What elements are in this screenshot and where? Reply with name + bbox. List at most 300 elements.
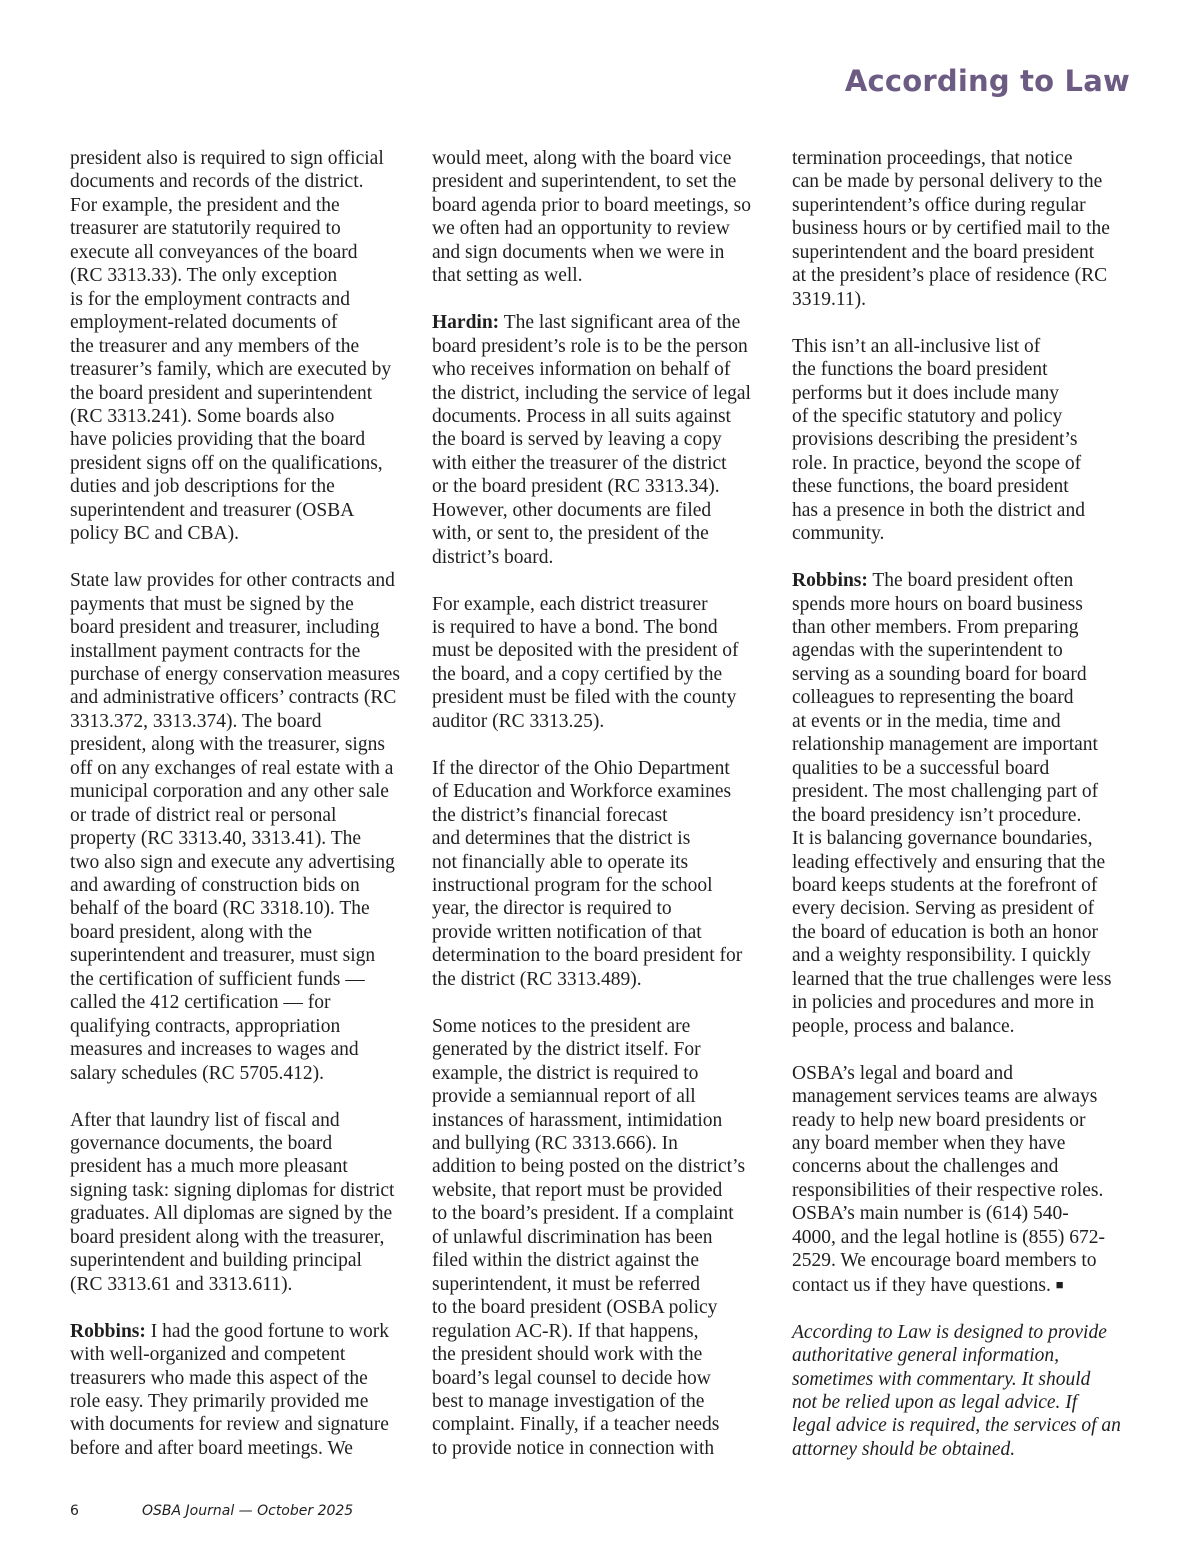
text-line: [432, 335, 777, 358]
text-line: [792, 851, 1137, 874]
text-line: [70, 170, 415, 193]
line-text: If the director of the Ohio Department: [432, 757, 730, 779]
line-text: State law provides for other contracts and: [70, 570, 395, 592]
line-text: the president should work with the: [432, 1344, 703, 1366]
text-line: [432, 475, 777, 498]
text-line: [432, 639, 777, 662]
line-text: at the president’s place of residence (RC: [792, 265, 1108, 287]
text-line: [70, 593, 415, 616]
line-text: superintendent’s office during regular: [792, 194, 1086, 216]
line-text: ready to help new board presidents or: [792, 1109, 1086, 1131]
line-text: addition to being posted on the district’s: [432, 1156, 746, 1178]
line-text: For example, each district treasurer: [432, 593, 708, 615]
text-line: [792, 194, 1137, 217]
disclaimer-line: sometimes with commentary. It should: [792, 1368, 1091, 1390]
line-text: relationship management are important: [792, 734, 1098, 756]
text-line: [792, 382, 1137, 405]
line-text: superintendent and the board president: [792, 241, 1095, 263]
text-line: [432, 897, 777, 920]
line-text: superintendent, it must be referred: [432, 1273, 701, 1295]
text-line: [432, 1413, 777, 1436]
text-line: [432, 1015, 777, 1038]
line-text: than other members. From preparing: [792, 617, 1079, 639]
line-text: have policies providing that the board: [70, 429, 366, 451]
line-text: president, along with the treasurer, signs: [70, 734, 385, 756]
text-line: [70, 686, 415, 709]
article-column-3: [792, 147, 1137, 1485]
text-line: [432, 241, 777, 264]
line-text: salary schedules (RC 5705.412).: [70, 1062, 324, 1084]
text-line: [792, 569, 1137, 592]
line-text: has a presence in both the district and: [792, 499, 1085, 521]
line-text: OSBA’s legal and board and: [792, 1062, 1013, 1084]
line-text: 4000, and the legal hotline is (855) 672-: [792, 1226, 1106, 1248]
line-text: I had the good fortune to work: [145, 1320, 390, 1342]
text-line: [70, 663, 415, 686]
line-text: execute all conveyances of the board: [70, 241, 358, 263]
line-text: the certification of sufficient funds —: [70, 968, 365, 990]
line-text: the board of education is both an honor: [792, 921, 1098, 943]
text-line: [432, 1320, 777, 1343]
text-line: [70, 569, 415, 592]
line-text: not financially able to operate its: [432, 851, 689, 873]
text-line: [792, 358, 1137, 381]
text-line: [432, 1085, 777, 1108]
text-line: [432, 686, 777, 709]
line-text: responsibilities of their respective roles.: [792, 1179, 1104, 1201]
text-line: [792, 241, 1137, 264]
text-line: [792, 991, 1137, 1014]
section-title: According to Law: [844, 64, 1130, 98]
text-line: [792, 288, 1137, 311]
disclaimer-line: authoritative general information,: [792, 1345, 1060, 1367]
line-text: spends more hours on board business: [792, 593, 1083, 615]
line-text: the board, and a copy certified by the: [432, 663, 723, 685]
text-line: [432, 546, 777, 569]
line-text: board’s legal counsel to decide how: [432, 1367, 711, 1389]
text-line: [432, 1202, 777, 1225]
line-text: off on any exchanges of real estate with a: [70, 757, 394, 779]
line-text: 3319.11).: [792, 288, 867, 310]
text-line: [70, 1343, 415, 1366]
page-footer: [70, 1503, 353, 1519]
line-text: the board is served by leaving a copy: [432, 429, 722, 451]
text-line: [792, 686, 1137, 709]
line-text: board president along with the treasurer,: [70, 1226, 385, 1248]
text-line: [70, 921, 415, 944]
line-text: This isn’t an all-inclusive list of: [792, 335, 1041, 357]
line-text: Some notices to the president are: [432, 1015, 691, 1037]
text-line: [432, 1273, 777, 1296]
line-text: we often had an opportunity to review: [432, 218, 730, 240]
text-line: [70, 1062, 415, 1085]
text-line: [70, 804, 415, 827]
line-text: board agenda prior to board meetings, so: [432, 194, 751, 216]
line-text: board president and treasurer, including: [70, 617, 380, 639]
line-text: duties and job descriptions for the: [70, 476, 335, 498]
text-line: [792, 921, 1137, 944]
text-line: [70, 1038, 415, 1061]
line-text: the district, including the service of legal: [432, 382, 751, 404]
line-text: board president’s role is to be the person: [432, 335, 748, 357]
line-text: termination proceedings, that notice: [792, 148, 1073, 169]
text-line: [432, 1296, 777, 1319]
text-line: [792, 757, 1137, 780]
line-text: to provide notice in connection with: [432, 1437, 715, 1459]
line-text: the district’s financial forecast: [432, 804, 668, 826]
line-text: learned that the true challenges were less: [792, 968, 1112, 990]
line-text: However, other documents are filed: [432, 499, 712, 521]
line-text: president. The most challenging part of: [792, 781, 1099, 803]
text-line: [792, 405, 1137, 428]
line-text: provide written notification of that: [432, 921, 702, 943]
text-line: [432, 851, 777, 874]
text-line: [432, 663, 777, 686]
line-text: treasurer’s family, which are executed by: [70, 359, 392, 381]
line-text: every decision. Serving as president of: [792, 898, 1095, 920]
text-line: [70, 710, 415, 733]
line-text: treasurer are statutorily required to: [70, 218, 341, 240]
line-text: with either the treasurer of the district: [432, 452, 727, 474]
line-text: provisions describing the president’s: [792, 429, 1078, 451]
line-text: contact us if they have questions.: [792, 1274, 1051, 1296]
text-line: [432, 780, 777, 803]
line-text: district’s board.: [432, 546, 554, 568]
line-text: The last significant area of the: [499, 312, 741, 334]
text-line: [432, 264, 777, 287]
article-paragraph: [792, 569, 1137, 1038]
line-text: (RC 3313.33). The only exception: [70, 265, 338, 287]
text-line: [70, 1202, 415, 1225]
text-line: [70, 217, 415, 240]
text-line: [70, 897, 415, 920]
text-line: [432, 358, 777, 381]
line-text: management services teams are always: [792, 1086, 1098, 1108]
text-line: [792, 897, 1137, 920]
line-text: and determines that the district is: [432, 828, 691, 850]
line-text: superintendent and treasurer, must sign: [70, 945, 376, 967]
text-line: [70, 1390, 415, 1413]
text-line: [432, 757, 777, 780]
text-line: [792, 452, 1137, 475]
disclaimer-line: According to Law is designed to provide: [792, 1321, 1107, 1343]
text-line: [70, 1273, 415, 1296]
text-line: [432, 593, 777, 616]
text-line: [70, 405, 415, 428]
line-text: best to manage investigation of the: [432, 1390, 705, 1412]
line-text: documents. Process in all suits against: [432, 405, 731, 427]
text-line: [70, 757, 415, 780]
line-text: the functions the board president: [792, 359, 1048, 381]
text-line: [432, 874, 777, 897]
text-line: [70, 827, 415, 850]
text-line: [792, 733, 1137, 756]
article-paragraph: [70, 1320, 415, 1461]
line-text: must be deposited with the president of: [432, 640, 739, 662]
text-line: [792, 710, 1137, 733]
text-line: [70, 991, 415, 1014]
text-line: [432, 1155, 777, 1178]
text-line: [432, 1062, 777, 1085]
text-line: [432, 147, 777, 170]
text-line: [70, 1155, 415, 1178]
text-line: [70, 1320, 415, 1343]
text-line: [70, 968, 415, 991]
article-paragraph: [70, 147, 415, 546]
text-line: [70, 1179, 415, 1202]
line-text: qualifying contracts, appropriation: [70, 1015, 341, 1037]
line-text: year, the director is required to: [432, 898, 672, 920]
line-text: After that laundry list of fiscal and: [70, 1109, 340, 1131]
text-line: [70, 428, 415, 451]
text-line: [792, 1249, 1137, 1272]
text-line: [792, 639, 1137, 662]
speaker-label: Robbins:: [70, 1320, 146, 1342]
article-paragraph: [792, 147, 1137, 311]
line-text: performs but it does include many: [792, 382, 1059, 404]
line-text: 3313.372, 3313.374). The board: [70, 710, 322, 732]
text-line: [70, 288, 415, 311]
line-text: is required to have a bond. The bond: [432, 617, 718, 639]
text-line: [432, 405, 777, 428]
line-text: purchase of energy conservation measures: [70, 663, 400, 685]
line-text: board keeps students at the forefront of: [792, 875, 1098, 897]
article-paragraph: [432, 593, 777, 734]
text-line: [70, 264, 415, 287]
text-line: [432, 1132, 777, 1155]
disclaimer-line: not be relied upon as legal advice. If: [792, 1391, 1078, 1413]
text-line: [432, 382, 777, 405]
text-line: [70, 382, 415, 405]
text-line: [792, 663, 1137, 686]
text-line: [792, 475, 1137, 498]
line-text: qualities to be a successful board: [792, 757, 1050, 779]
text-line: [70, 241, 415, 264]
speaker-label: Hardin:: [432, 312, 500, 334]
text-line: [432, 921, 777, 944]
line-text: of the specific statutory and policy: [792, 405, 1063, 427]
line-text: regulation AC-R). If that happens,: [432, 1320, 699, 1342]
line-text: For example, the president and the: [70, 194, 340, 216]
text-line: [432, 452, 777, 475]
text-line: [792, 1202, 1137, 1225]
text-line: [792, 968, 1137, 991]
line-text: instances of harassment, intimidation: [432, 1109, 723, 1131]
text-line: [70, 311, 415, 334]
line-text: with documents for review and signature: [70, 1414, 389, 1436]
text-line: [792, 147, 1137, 170]
line-text: graduates. All diplomas are signed by the: [70, 1203, 393, 1225]
text-line: [792, 804, 1137, 827]
text-line: [70, 1132, 415, 1155]
article-paragraph: [792, 1062, 1137, 1298]
line-text: board president, along with the: [70, 921, 313, 943]
line-text: or the board president (RC 3313.34).: [432, 476, 720, 498]
line-text: president also is required to sign official: [70, 148, 384, 169]
line-text: superintendent and treasurer (OSBA: [70, 499, 355, 521]
text-line: [792, 1155, 1137, 1178]
line-text: OSBA’s main number is (614) 540-: [792, 1203, 1069, 1225]
line-text: colleagues to representing the board: [792, 687, 1074, 709]
line-text: called the 412 certification — for: [70, 992, 331, 1014]
line-text: the board presidency isn’t procedure.: [792, 804, 1082, 826]
text-line: [432, 968, 777, 991]
line-text: the district (RC 3313.489).: [432, 968, 642, 990]
article-paragraph: [70, 569, 415, 1085]
publication-line: OSBA Journal — October 2025: [142, 1503, 354, 1519]
line-text: behalf of the board (RC 3318.10). The: [70, 898, 370, 920]
text-line: [432, 522, 777, 545]
text-line: [70, 944, 415, 967]
text-line: [792, 335, 1137, 358]
text-line: [70, 1226, 415, 1249]
line-text: community.: [792, 523, 885, 545]
line-text: complaint. Finally, if a teacher needs: [432, 1414, 720, 1436]
text-line: [792, 428, 1137, 451]
line-text: to the board’s president. If a complaint: [432, 1203, 734, 1225]
line-text: measures and increases to wages and: [70, 1039, 359, 1061]
article-paragraph: [432, 1015, 777, 1461]
line-text: business hours or by certified mail to the: [792, 218, 1110, 240]
article-paragraph: [70, 1109, 415, 1297]
text-line: [70, 452, 415, 475]
line-text: signing task: signing diplomas for district: [70, 1179, 395, 1201]
end-of-article-mark: ■: [1055, 1276, 1064, 1292]
text-line: [432, 1390, 777, 1413]
line-text: role. In practice, beyond the scope of: [792, 452, 1082, 474]
speaker-label: Robbins:: [792, 570, 868, 592]
article-column-1: [70, 147, 415, 1484]
line-text: with, or sent to, the president of the: [432, 523, 709, 545]
line-text: to the board president (OSBA policy: [432, 1297, 718, 1319]
article-column-2: [432, 147, 777, 1484]
line-text: policy BC and CBA).: [70, 523, 239, 545]
line-text: would meet, along with the board vice: [432, 148, 732, 169]
article-paragraph: [792, 335, 1137, 546]
text-line: [70, 1437, 415, 1460]
text-line: [792, 499, 1137, 522]
disclaimer-line: legal advice is required, the services of an: [792, 1415, 1121, 1437]
text-line: [792, 170, 1137, 193]
line-text: the treasurer and any members of the: [70, 335, 360, 357]
text-line: [792, 944, 1137, 967]
text-line: [70, 335, 415, 358]
line-text: example, the district is required to: [432, 1062, 699, 1084]
text-line: [70, 1015, 415, 1038]
text-line: [70, 522, 415, 545]
text-line: [792, 593, 1137, 616]
text-line: [792, 1179, 1137, 1202]
line-text: governance documents, the board: [70, 1133, 333, 1154]
line-text: 2529. We encourage board members to: [792, 1250, 1097, 1272]
text-line: [70, 874, 415, 897]
text-line: [70, 147, 415, 170]
text-line: [432, 804, 777, 827]
line-text: agendas with the superintendent to: [792, 640, 1063, 662]
line-text: and sign documents when we were in: [432, 241, 725, 263]
text-line: [70, 733, 415, 756]
line-text: concerns about the challenges and: [792, 1156, 1059, 1178]
line-text: leading effectively and ensuring that the: [792, 851, 1106, 873]
line-text: who receives information on behalf of: [432, 359, 731, 381]
text-line: [432, 499, 777, 522]
line-text: documents and records of the district.: [70, 171, 364, 193]
text-line: [70, 194, 415, 217]
text-line: [432, 1437, 777, 1460]
line-text: instructional program for the school: [432, 875, 713, 896]
line-text: municipal corporation and any other sale: [70, 781, 389, 803]
text-line: [792, 1085, 1137, 1108]
text-line: [432, 1109, 777, 1132]
line-text: role easy. They primarily provided me: [70, 1390, 369, 1412]
text-line: [792, 616, 1137, 639]
line-text: of Education and Workforce examines: [432, 781, 732, 803]
line-text: and administrative officers’ contracts (RC: [70, 687, 397, 709]
text-line: [432, 1249, 777, 1272]
line-text: of unlawful discrimination has been: [432, 1226, 713, 1248]
line-text: It is balancing governance boundaries,: [792, 828, 1093, 850]
line-text: treasurers who made this aspect of the: [70, 1367, 368, 1389]
text-line: [432, 217, 777, 240]
line-text: (RC 3313.241). Some boards also: [70, 405, 335, 427]
line-text: with well-organized and competent: [70, 1344, 346, 1366]
text-line: [432, 616, 777, 639]
line-text: can be made by personal delivery to the: [792, 171, 1103, 193]
text-line: [432, 194, 777, 217]
line-text: superintendent and building principal: [70, 1250, 362, 1272]
text-line: [70, 475, 415, 498]
article-paragraph: [432, 757, 777, 992]
text-line: [70, 1109, 415, 1132]
text-line: [432, 944, 777, 967]
line-text: (RC 3313.61 and 3313.611).: [70, 1273, 293, 1295]
text-line: [432, 428, 777, 451]
line-text: in policies and procedures and more in: [792, 992, 1095, 1014]
text-line: [792, 1273, 1137, 1297]
text-line: [70, 1249, 415, 1272]
line-text: these functions, the board president: [792, 476, 1069, 498]
text-line: [792, 1132, 1137, 1155]
line-text: website, that report must be provided: [432, 1179, 723, 1201]
text-line: [432, 1179, 777, 1202]
text-line: [432, 311, 777, 334]
text-line: [70, 640, 415, 663]
text-line: [792, 1015, 1137, 1038]
line-text: employment-related documents of: [70, 312, 338, 334]
line-text: and awarding of construction bids on: [70, 875, 360, 897]
disclaimer: [792, 1321, 1137, 1462]
text-line: [792, 874, 1137, 897]
line-text: auditor (RC 3313.25).: [432, 710, 605, 732]
text-line: [432, 1367, 777, 1390]
line-text: president has a much more pleasant: [70, 1156, 348, 1178]
text-line: [792, 827, 1137, 850]
text-line: [432, 170, 777, 193]
line-text: before and after board meetings. We: [70, 1437, 353, 1459]
text-line: [70, 1367, 415, 1390]
text-line: [70, 499, 415, 522]
line-text: president and superintendent, to set the: [432, 171, 737, 193]
line-text: installment payment contracts for the: [70, 640, 361, 662]
text-line: [792, 522, 1137, 545]
text-line: [792, 1109, 1137, 1132]
page-number: 6: [70, 1503, 79, 1519]
text-line: [70, 780, 415, 803]
line-text: property (RC 3313.40, 3313.41). The: [70, 828, 362, 850]
line-text: and a weighty responsibility. I quickly: [792, 945, 1091, 967]
line-text: two also sign and execute any advertising: [70, 851, 395, 873]
line-text: filed within the district against the: [432, 1250, 699, 1272]
